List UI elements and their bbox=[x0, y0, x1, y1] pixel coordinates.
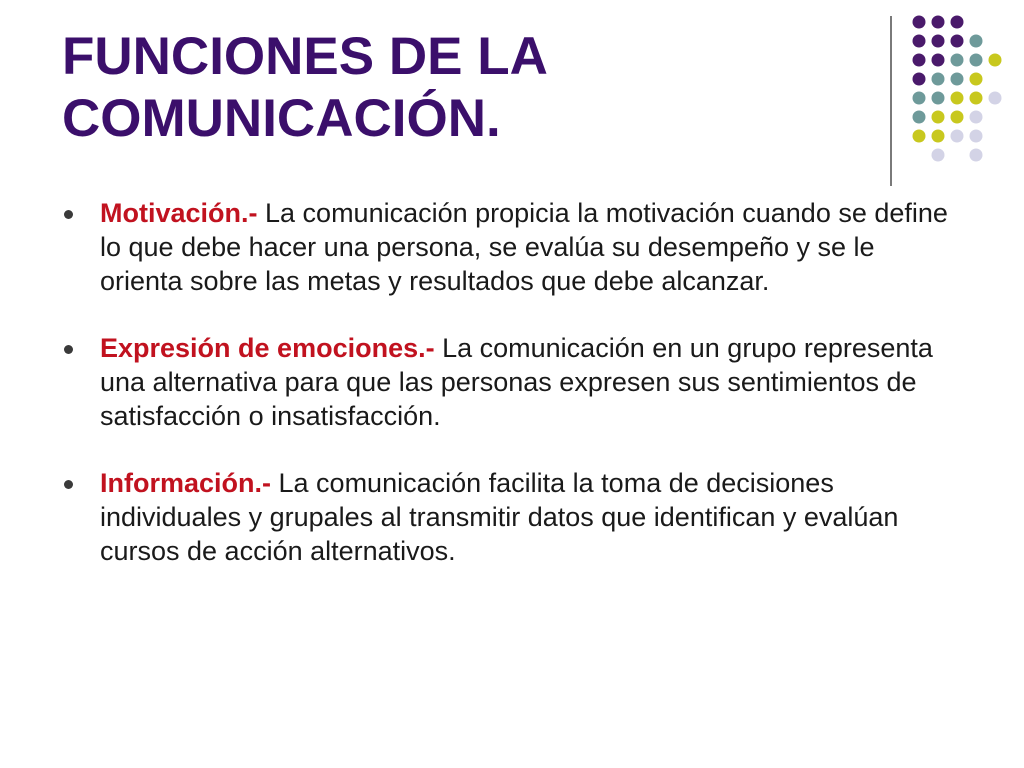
decor-dot bbox=[951, 130, 964, 143]
decor-dot bbox=[932, 130, 945, 143]
decor-dot bbox=[913, 35, 926, 48]
bullet-icon bbox=[64, 345, 73, 354]
slide-title-line-1: FUNCIONES DE LA bbox=[62, 27, 548, 86]
slide-title-line-2: COMUNICACIÓN. bbox=[62, 89, 501, 148]
decorative-dot-grid bbox=[0, 0, 1024, 200]
decor-dot bbox=[932, 92, 945, 105]
decor-dot bbox=[989, 92, 1002, 105]
bullet-text: La comunicación propicia la motivación cuando se define lo que debe hacer una persona, se evalúa su desempeño y se le orienta sobre las metas y resultados que debe alcanzar. bbox=[100, 198, 948, 296]
decor-dot bbox=[913, 92, 926, 105]
bullet-term: Expresión de emociones.- bbox=[100, 333, 435, 363]
decor-dot bbox=[951, 16, 964, 29]
decor-dot bbox=[970, 130, 983, 143]
decor-dot bbox=[932, 73, 945, 86]
decor-dot bbox=[970, 54, 983, 67]
bullet-icon bbox=[64, 480, 73, 489]
decor-dot bbox=[913, 54, 926, 67]
decor-dot bbox=[951, 92, 964, 105]
decor-dot bbox=[913, 130, 926, 143]
decor-dot bbox=[951, 111, 964, 124]
decor-dot bbox=[932, 35, 945, 48]
decor-dot bbox=[932, 111, 945, 124]
bullet-item-expresion bbox=[62, 331, 962, 433]
title-divider bbox=[890, 16, 892, 186]
decor-dot bbox=[951, 35, 964, 48]
decor-dot bbox=[951, 73, 964, 86]
bullet-item-motivacion bbox=[62, 196, 962, 298]
decor-dot bbox=[951, 54, 964, 67]
bullet-item-informacion bbox=[62, 466, 962, 568]
decor-dot bbox=[989, 54, 1002, 67]
bullet-term: Motivación.- bbox=[100, 198, 258, 228]
decor-dot bbox=[970, 149, 983, 162]
decor-dot bbox=[970, 35, 983, 48]
bullet-text: La comunicación facilita la toma de decisiones individuales y grupales al transmitir datos que identifican y evalúan cursos de acción alternativos. bbox=[100, 468, 899, 566]
decor-dot bbox=[970, 73, 983, 86]
decor-dot bbox=[932, 16, 945, 29]
decor-dot bbox=[932, 149, 945, 162]
bullet-icon bbox=[64, 210, 73, 219]
bullet-list bbox=[62, 196, 962, 601]
bullet-text: La comunicación en un grupo representa una alternativa para que las personas expresen sus sentimientos de satisfacción o insatisfacción. bbox=[100, 333, 933, 431]
decor-dot bbox=[970, 92, 983, 105]
bullet-term: Información.- bbox=[100, 468, 272, 498]
decor-dot bbox=[913, 111, 926, 124]
decor-dot bbox=[913, 73, 926, 86]
decor-dot bbox=[970, 111, 983, 124]
decor-dot bbox=[913, 16, 926, 29]
decor-dot bbox=[932, 54, 945, 67]
